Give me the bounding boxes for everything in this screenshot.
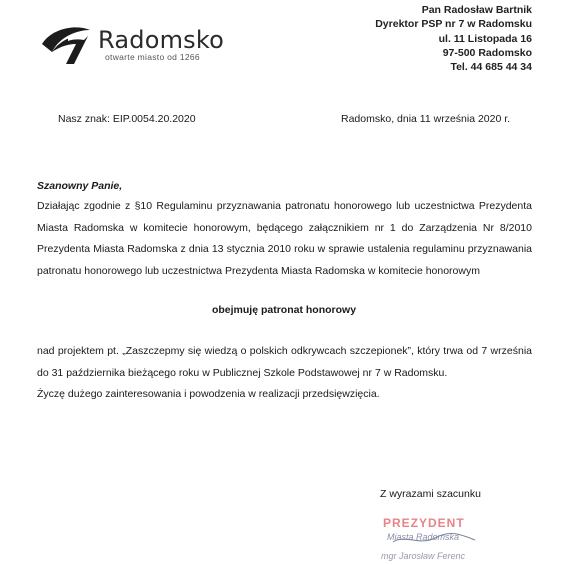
recipient-line: ul. 11 Listopada 16 (438, 32, 532, 45)
body-paragraph-3: Życzę dużego zainteresowania i powodzenia w realizacji przedsięwzięcia. (37, 388, 380, 400)
letter-date: Radomsko, dnia 11 września 2020 r. (341, 113, 511, 125)
recipient-line: 97-500 Radomsko (442, 46, 532, 59)
body-paragraph-1: Działając zgodnie z §10 Regulaminu przyznawania patronatu honorowego lub uczestnictwa Prezydenta Miasta Radomska w komitecie honorowym, będącego załącznikiem nr 1 do Zarządzenia Nr 8/2010 Prezydenta Miasta Radomska z dnia 13 stycznia 2010 roku w sprawie ustalenia regulaminu przyznawania patronatu honorowego lub uczestnictwa Prezydenta Miasta Radomska w komitecie honorowym (37, 200, 532, 277)
body-paragraph-2-wrapper (37, 341, 532, 406)
recipient-line: Dyrektor PSP nr 7 w Radomsku (375, 18, 532, 31)
closing-phrase: Z wyrazami szacunku (380, 488, 481, 500)
reference-number: Nasz znak: EIP.0054.20.2020 (58, 113, 196, 125)
president-stamp (375, 512, 495, 565)
stamp-title: PREZYDENT (383, 516, 465, 530)
stamp-name: mgr Jarosław Ferenc (381, 551, 466, 561)
patronage-declaration: obejmuję patronat honorowy (211, 304, 357, 316)
city-logo (38, 14, 224, 74)
logo-tagline: otwarte miasto od 1266 (105, 52, 200, 62)
body-paragraph-2: nad projektem pt. „Zaszczepmy się wiedzą o polskich odkrywcach szczepionek”, który trwa od 7 września do 31 października bieżącego roku w Publicznej Szkole Podstawowej nr 7 w Radomsku. (37, 345, 532, 379)
recipient-line: Pan Radosław Bartnik (421, 4, 532, 16)
logo-name: Radomsko (98, 26, 224, 54)
recipient-address (375, 3, 532, 74)
stamp-subtitle: Miasta Radomska (387, 532, 460, 542)
greeting: Szanowny Panie, (37, 180, 123, 192)
recipient-line: Tel. 44 685 44 34 (450, 61, 532, 74)
